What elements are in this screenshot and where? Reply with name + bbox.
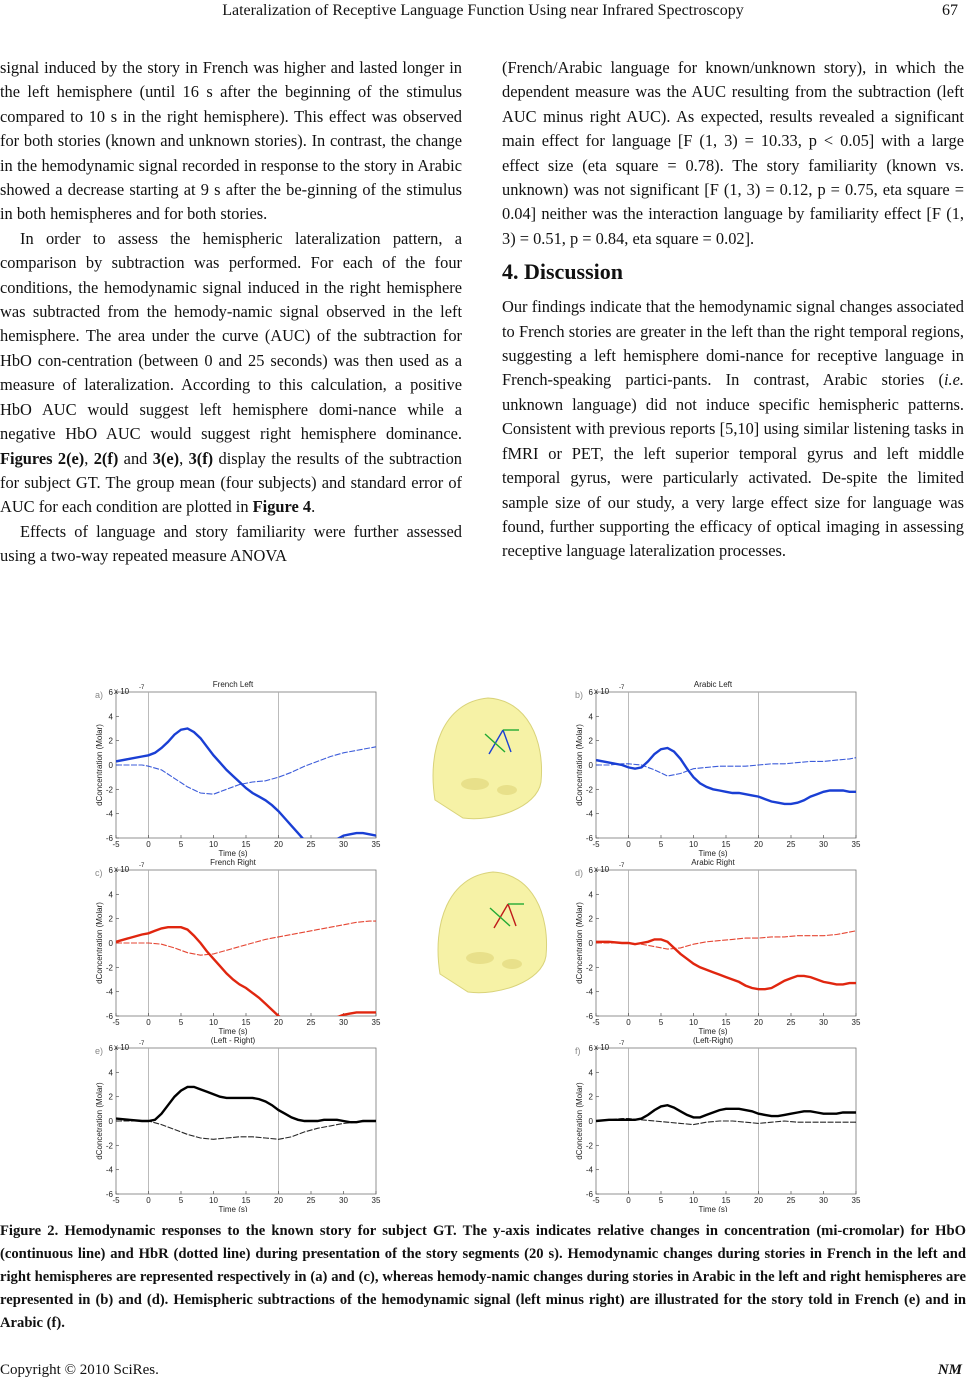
text-run: , (179, 448, 189, 468)
x-tick-label: 30 (339, 1018, 348, 1027)
x-tick-label: 0 (626, 1018, 631, 1027)
plot-panel-b (575, 680, 861, 858)
x-axis-label: Time (s) (698, 1205, 728, 1212)
x-tick-label: 5 (658, 1018, 664, 1027)
x-tick-label: 20 (754, 1018, 763, 1027)
journal-abbrev: NM (937, 1362, 962, 1378)
y-tick-label: -4 (585, 809, 593, 819)
x-tick-label: 35 (851, 1196, 861, 1205)
x-tick-label: 15 (721, 1196, 731, 1205)
y-tick-label: 2 (588, 914, 593, 924)
x-tick-label: 5 (178, 1018, 184, 1027)
series-hbo-line (116, 1087, 376, 1122)
y-tick-label: -4 (105, 1165, 113, 1175)
y-tick-label: 4 (588, 712, 593, 722)
y-tick-label: -6 (585, 834, 593, 843)
panel-title: French Left (212, 680, 254, 689)
head-shading (497, 785, 517, 795)
y-tick-label: -6 (585, 1012, 593, 1021)
y-tick-label: 4 (108, 1068, 113, 1078)
y-tick-label: -4 (585, 1165, 593, 1175)
x-tick-label: 30 (339, 1196, 348, 1205)
y-tick-label: -4 (585, 987, 593, 997)
y-tick-label: 2 (588, 736, 593, 746)
x-tick-label: 20 (274, 840, 283, 849)
text-run: Figures 2(e) (0, 448, 85, 468)
text-run: i.e. (943, 370, 964, 390)
panel-letter: e) (95, 1046, 104, 1056)
x-tick-label: -5 (592, 840, 600, 849)
y-tick-label: 2 (588, 1092, 593, 1102)
head-shading (466, 952, 494, 964)
x-tick-label: 35 (851, 840, 861, 849)
y-tick-label: 0 (108, 939, 113, 948)
text-run: 3(e) (152, 448, 180, 468)
x-tick-label: 20 (274, 1018, 283, 1027)
series-hbr-line (596, 931, 856, 949)
y-tick-label: -2 (105, 963, 113, 973)
axis-exponent: x 10 (114, 865, 130, 874)
y-axis-label: dConcetration (Molar) (575, 1082, 584, 1160)
text-run: display the results of the subtraction for subject GT. The group mean (four subjects) and standard error of AUC for each condition are plotted in (0, 448, 462, 517)
x-tick-label: 10 (689, 1018, 698, 1027)
x-tick-label: 15 (721, 1018, 731, 1027)
x-tick-label: 25 (786, 1196, 796, 1205)
x-tick-label: 25 (306, 1018, 316, 1027)
head-surface (438, 872, 547, 993)
head-model-right (438, 872, 547, 993)
y-axis-label: dConcentration (Molar) (95, 902, 104, 984)
figure-caption: Figure 2. Hemodynamic responses to the known story for subject GT. The y-axis indicates relative changes in concentration (mi-cromolar) for HbO (continuous line) and HbR (dotted line) during presentation of the story segments (20 s). Hemodynamic changes during stories in French in the left and right hemispheres are represented respectively in (a) and (c), whereas hemody-namic changes during stories in Arabic in the left and right hemispheres are represented in (b) and (d). Hemispheric subtractions of the hemodynamic signal (left minus right) are illustrated for the story told in French (e) and in Arabic (f). (0, 1223, 966, 1331)
text-run: . (311, 497, 316, 517)
x-tick-label: 5 (178, 1196, 184, 1205)
x-tick-label: -5 (112, 1196, 120, 1205)
y-tick-label: -6 (105, 1190, 113, 1199)
panel-title: Arabic Left (693, 680, 733, 689)
x-tick-label: 25 (306, 840, 316, 849)
figure-2 (88, 672, 878, 1212)
axis-exponent: x 10 (594, 1043, 610, 1052)
plot-panel-f (575, 1036, 861, 1212)
y-tick-label: -2 (585, 785, 593, 795)
x-axis-label: Time (s) (698, 849, 728, 858)
section-heading-discussion: 4. Discussion (502, 259, 624, 285)
y-tick-label: 6 (588, 688, 593, 697)
paragraph (0, 56, 462, 227)
text-run: signal induced by the story in French was higher and lasted longer in the left hemisphere (until 16 s after the beginning of the stimulus compared to 10 s in the right hemisphere). This effect was observed for both stories (known and unknown stories). In contrast, the change in the hemodynamic signal recorded in response to the story in Arabic showed a decrease starting at 9 s after the be-ginning of the stimulus in both hemispheres and for both stories. (0, 58, 462, 224)
x-tick-label: 10 (689, 1196, 698, 1205)
y-tick-label: 0 (588, 939, 593, 948)
y-tick-label: -2 (585, 1141, 593, 1151)
axis-exponent-power: -7 (139, 685, 145, 691)
x-tick-label: 10 (689, 840, 698, 849)
discussion-paragraph (502, 295, 964, 563)
x-axis-label: Time (s) (218, 849, 248, 858)
head-surface (433, 698, 542, 819)
plot-panel-d (575, 858, 861, 1036)
x-tick-label: 5 (178, 840, 184, 849)
x-tick-label: 20 (754, 1196, 763, 1205)
x-tick-label: 5 (658, 840, 664, 849)
y-tick-label: 0 (108, 761, 113, 770)
axis-exponent-power: -7 (139, 1041, 145, 1047)
y-tick-label: 6 (588, 1044, 593, 1053)
y-axis-label: dConcetration (Molar) (95, 1082, 104, 1160)
x-axis-label: Time (s) (698, 1027, 728, 1036)
x-axis-label: Time (s) (218, 1205, 248, 1212)
x-tick-label: 0 (626, 1196, 631, 1205)
plot-panel-c (95, 858, 381, 1036)
y-tick-label: -6 (105, 834, 113, 843)
y-axis-label: dConcentration (Molar) (575, 724, 584, 806)
x-tick-label: 35 (371, 1018, 381, 1027)
panel-title: (Left - Right) (210, 1036, 256, 1045)
text-run: 2(f) (93, 448, 119, 468)
y-tick-label: 4 (588, 890, 593, 900)
copyright: Copyright © 2010 SciRes. (0, 1362, 159, 1378)
plot-frame (596, 692, 856, 838)
text-run: Our findings indicate that the hemodynamic signal changes associated to French stories are greater in the left than the right temporal regions, suggesting a left hemisphere domi-nance for receptive language in French-speaking partici-pants. In contrast, Arabic stories ( (502, 297, 964, 390)
panel-letter: b) (575, 690, 584, 700)
series-hbo-line (596, 748, 856, 804)
series-hbr-line (116, 921, 376, 955)
series-hbo-line (116, 729, 376, 847)
figure-2-plots (88, 672, 878, 1212)
axis-exponent: x 10 (594, 687, 610, 696)
page-number: 67 (942, 2, 958, 19)
results-paragraph (502, 56, 964, 251)
y-tick-label: -6 (105, 1012, 113, 1021)
x-tick-label: 35 (371, 840, 381, 849)
x-tick-label: 20 (754, 840, 763, 849)
x-tick-label: -5 (112, 1018, 120, 1027)
head-shading (502, 959, 522, 969)
x-tick-label: -5 (592, 1018, 600, 1027)
y-axis-label: dConcentration (Molar) (575, 902, 584, 984)
page-header (0, 0, 966, 24)
panel-letter: c) (95, 868, 103, 878)
text-run: Effects of language and story familiarity were further assessed using a two-way repeated measure ANOVA (0, 521, 462, 566)
y-tick-label: 6 (108, 688, 113, 697)
x-tick-label: 20 (274, 1196, 283, 1205)
x-tick-label: 10 (209, 1196, 218, 1205)
y-tick-label: 2 (108, 736, 113, 746)
x-tick-label: 15 (241, 1196, 251, 1205)
x-axis-label: Time (s) (218, 1027, 248, 1036)
y-tick-label: -6 (585, 1190, 593, 1199)
y-tick-label: -2 (105, 1141, 113, 1151)
text-run: , (84, 448, 94, 468)
y-tick-label: 2 (108, 914, 113, 924)
x-tick-label: -5 (112, 840, 120, 849)
y-tick-label: 2 (108, 1092, 113, 1102)
series-hbo-line (596, 1105, 856, 1121)
running-title: Lateralization of Receptive Language Function Using near Infrared Spectroscopy (222, 2, 744, 19)
plot-frame (116, 870, 376, 1016)
y-tick-label: 0 (108, 1117, 113, 1126)
y-tick-label: -4 (105, 987, 113, 997)
panel-letter: d) (575, 868, 584, 878)
plot-panel-a (95, 680, 381, 858)
x-tick-label: 35 (851, 1018, 861, 1027)
plot-panel-e (95, 1036, 381, 1212)
paragraph (0, 520, 462, 569)
x-tick-label: 5 (658, 1196, 664, 1205)
y-tick-label: 4 (108, 712, 113, 722)
x-tick-label: 15 (241, 840, 251, 849)
plot-frame (116, 692, 376, 838)
text-run: (French/Arabic language for known/unknown story), in which the dependent measure was the AUC resulting from the subtraction (left AUC minus right AUC). As expected, results revealed a significant main effect for language [F (1, 3) = 10.33, p < 0.05] with a large effect size (eta square = 0.78). The story familiarity (known vs. unknown) was not significant [F (1, 3) = 0.12, p = 0.75, eta square = 0.04] neither was the interaction language by familiarity effect [F (1, 3) = 0.51, p = 0.84, eta square = 0.02]. (502, 58, 964, 248)
x-tick-label: 25 (786, 840, 796, 849)
x-tick-label: 30 (339, 840, 348, 849)
x-tick-label: 35 (371, 1196, 381, 1205)
x-tick-label: 0 (146, 840, 151, 849)
x-tick-label: 30 (819, 840, 828, 849)
series-hbo-line (596, 939, 856, 989)
x-tick-label: 15 (721, 840, 731, 849)
head-model-left (433, 698, 542, 819)
axis-exponent-power: -7 (619, 863, 625, 869)
text-run: unknown language) did not induce specific hemispheric patterns. Consistent with previous reports [5,10] using similar listening tasks in fMRI or PET, the left superior temporal gyrus and left middle temporal gyrus, were particularly activated. De-spite the limited sample size of our study, a very large effect size for language was found, further supporting the efficacy of optical imaging in assessing receptive language lateralization processes. (502, 394, 964, 561)
x-tick-label: 15 (241, 1018, 251, 1027)
axis-exponent: x 10 (114, 687, 130, 696)
y-tick-label: -2 (105, 785, 113, 795)
y-axis-label: dConcentration (Molar) (95, 724, 104, 806)
y-tick-label: 4 (588, 1068, 593, 1078)
x-tick-label: 10 (209, 840, 218, 849)
x-tick-label: 30 (819, 1196, 828, 1205)
panel-title: French Right (210, 858, 256, 867)
x-tick-label: 0 (146, 1196, 151, 1205)
series-hbr-line (596, 758, 856, 776)
y-tick-label: 4 (108, 890, 113, 900)
x-tick-label: -5 (592, 1196, 600, 1205)
axis-exponent: x 10 (114, 1043, 130, 1052)
y-tick-label: -4 (105, 809, 113, 819)
text-run: 3(f) (188, 448, 214, 468)
x-tick-label: 10 (209, 1018, 218, 1027)
x-tick-label: 25 (786, 1018, 796, 1027)
text-run: Figure 4 (252, 497, 312, 517)
axis-exponent-power: -7 (619, 1041, 625, 1047)
x-tick-label: 0 (626, 840, 631, 849)
axis-exponent: x 10 (594, 865, 610, 874)
y-tick-label: 6 (108, 866, 113, 875)
x-tick-label: 30 (819, 1018, 828, 1027)
y-tick-label: -2 (585, 963, 593, 973)
x-tick-label: 25 (306, 1196, 316, 1205)
y-tick-label: 0 (588, 1117, 593, 1126)
head-shading (461, 778, 489, 790)
axis-exponent-power: -7 (619, 685, 625, 691)
text-run: and (118, 448, 153, 468)
series-hbr-line (116, 1121, 376, 1139)
left-column (0, 56, 462, 569)
panel-title: (Left-Right) (692, 1036, 734, 1045)
text-run: In order to assess the hemispheric lateralization pattern, a comparison by subtraction was performed. For each of the four conditions, the hemodynamic signal induced in the right hemisphere was subtracted from the hemody-namic signal observed in the left hemisphere. The area under the curve (AUC) of the subtraction for HbO con-centration (between 0 and 25 seconds) was then used as a measure of lateralization. According to this calculation, a positive HbO AUC would suggest left hemisphere domi-nance while a negative HbO AUC would suggest right hemisphere dominance. (0, 228, 462, 444)
panel-letter: a) (95, 690, 104, 700)
panel-title: Arabic Right (691, 858, 735, 867)
right-column (502, 56, 964, 564)
paragraph (0, 227, 462, 520)
y-tick-label: 6 (588, 866, 593, 875)
panel-letter: f) (575, 1046, 581, 1056)
y-tick-label: 0 (588, 761, 593, 770)
x-tick-label: 0 (146, 1018, 151, 1027)
series-hbr-line (596, 1119, 856, 1125)
y-tick-label: 6 (108, 1044, 113, 1053)
axis-exponent-power: -7 (139, 863, 145, 869)
